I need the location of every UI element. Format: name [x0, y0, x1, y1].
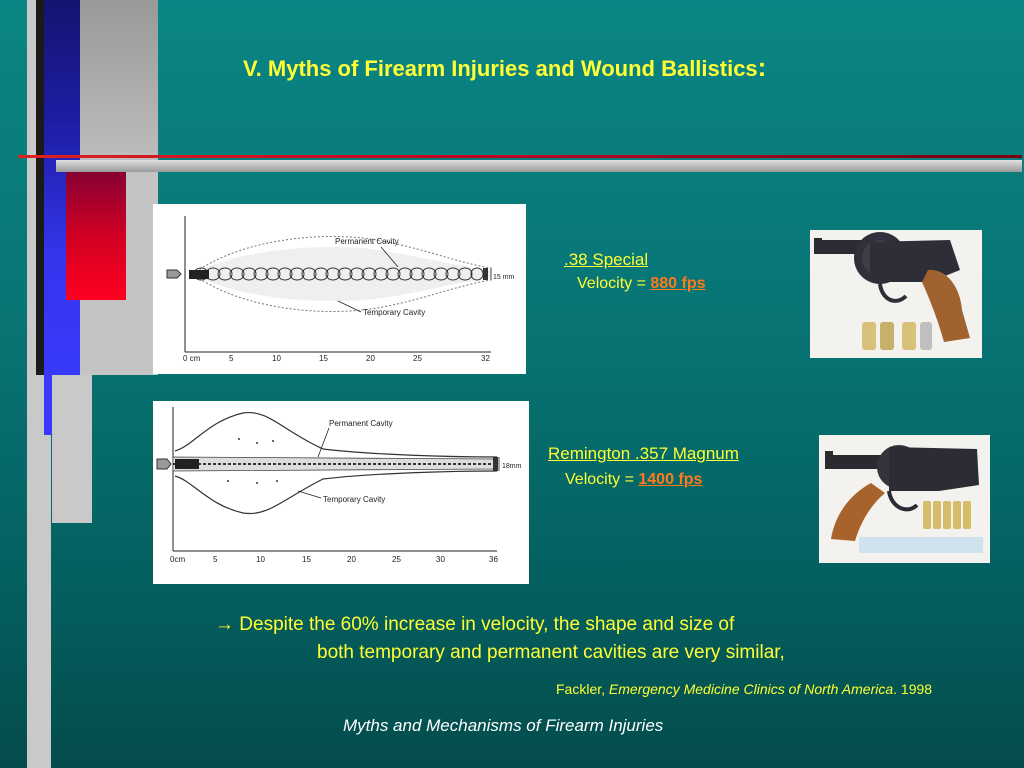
slide-footer: Myths and Mechanisms of Firearm Injuries [343, 716, 664, 735]
arrow-right-icon: → [215, 614, 234, 635]
perm-cavity-label: Permanent Cavity [329, 419, 393, 428]
caliber-38-special-link[interactable]: .38 Special [564, 250, 649, 269]
conclusion-line-2: both temporary and permanent cavities are very similar, [317, 642, 785, 663]
tick-label: 5 [213, 555, 218, 564]
diameter-label: 15 mm [493, 274, 515, 281]
tick-label: 30 [436, 555, 445, 564]
velocity-357: Velocity = 1400 fps [565, 471, 703, 488]
slide-title: V. Myths of Firearm Injuries and Wound Ballistics: [243, 52, 767, 82]
revolver-357-photo [819, 435, 990, 563]
wound-profile-38-special [153, 204, 526, 374]
tick-label: 5 [229, 354, 234, 363]
left-decor-bar-shade [80, 0, 158, 160]
caliber-357-magnum-link[interactable]: Remington .357 Magnum [548, 444, 739, 463]
tick-label: 25 [392, 555, 401, 564]
conclusion-line-1: → Despite the 60% increase in velocity, the shape and size of [215, 614, 735, 635]
citation: Fackler, Emergency Medicine Clinics of North America. 1998 [556, 681, 933, 697]
tick-label: 20 [366, 354, 375, 363]
tick-label: 15 [319, 354, 328, 363]
diameter-label: 18mm [502, 463, 522, 470]
tick-label: 20 [347, 555, 356, 564]
tick-label: 10 [272, 354, 281, 363]
left-decor-bar-lower [52, 375, 92, 523]
left-decor-bar-red [66, 172, 126, 300]
temp-cavity-label: Temporary Cavity [363, 308, 426, 317]
revolver-38-photo [810, 230, 982, 358]
temp-cavity-label: Temporary Cavity [323, 495, 386, 504]
wound-profile-357-magnum [153, 401, 529, 584]
velocity-38: Velocity = 880 fps [577, 275, 706, 292]
tick-label: 25 [413, 354, 422, 363]
perm-cavity-label: Permanent Cavity [335, 237, 399, 246]
tick-label: 10 [256, 555, 265, 564]
title-rule-gray [56, 160, 1022, 172]
tick-label: 32 [481, 354, 490, 363]
tick-label: 0 cm [183, 354, 201, 363]
title-rule-red [18, 155, 1022, 158]
fps-value: 880 fps [650, 275, 706, 292]
fps-value: 1400 fps [638, 471, 703, 488]
tick-label: 15 [302, 555, 311, 564]
tick-label: 36 [489, 555, 498, 564]
tick-label: 0cm [170, 555, 186, 564]
